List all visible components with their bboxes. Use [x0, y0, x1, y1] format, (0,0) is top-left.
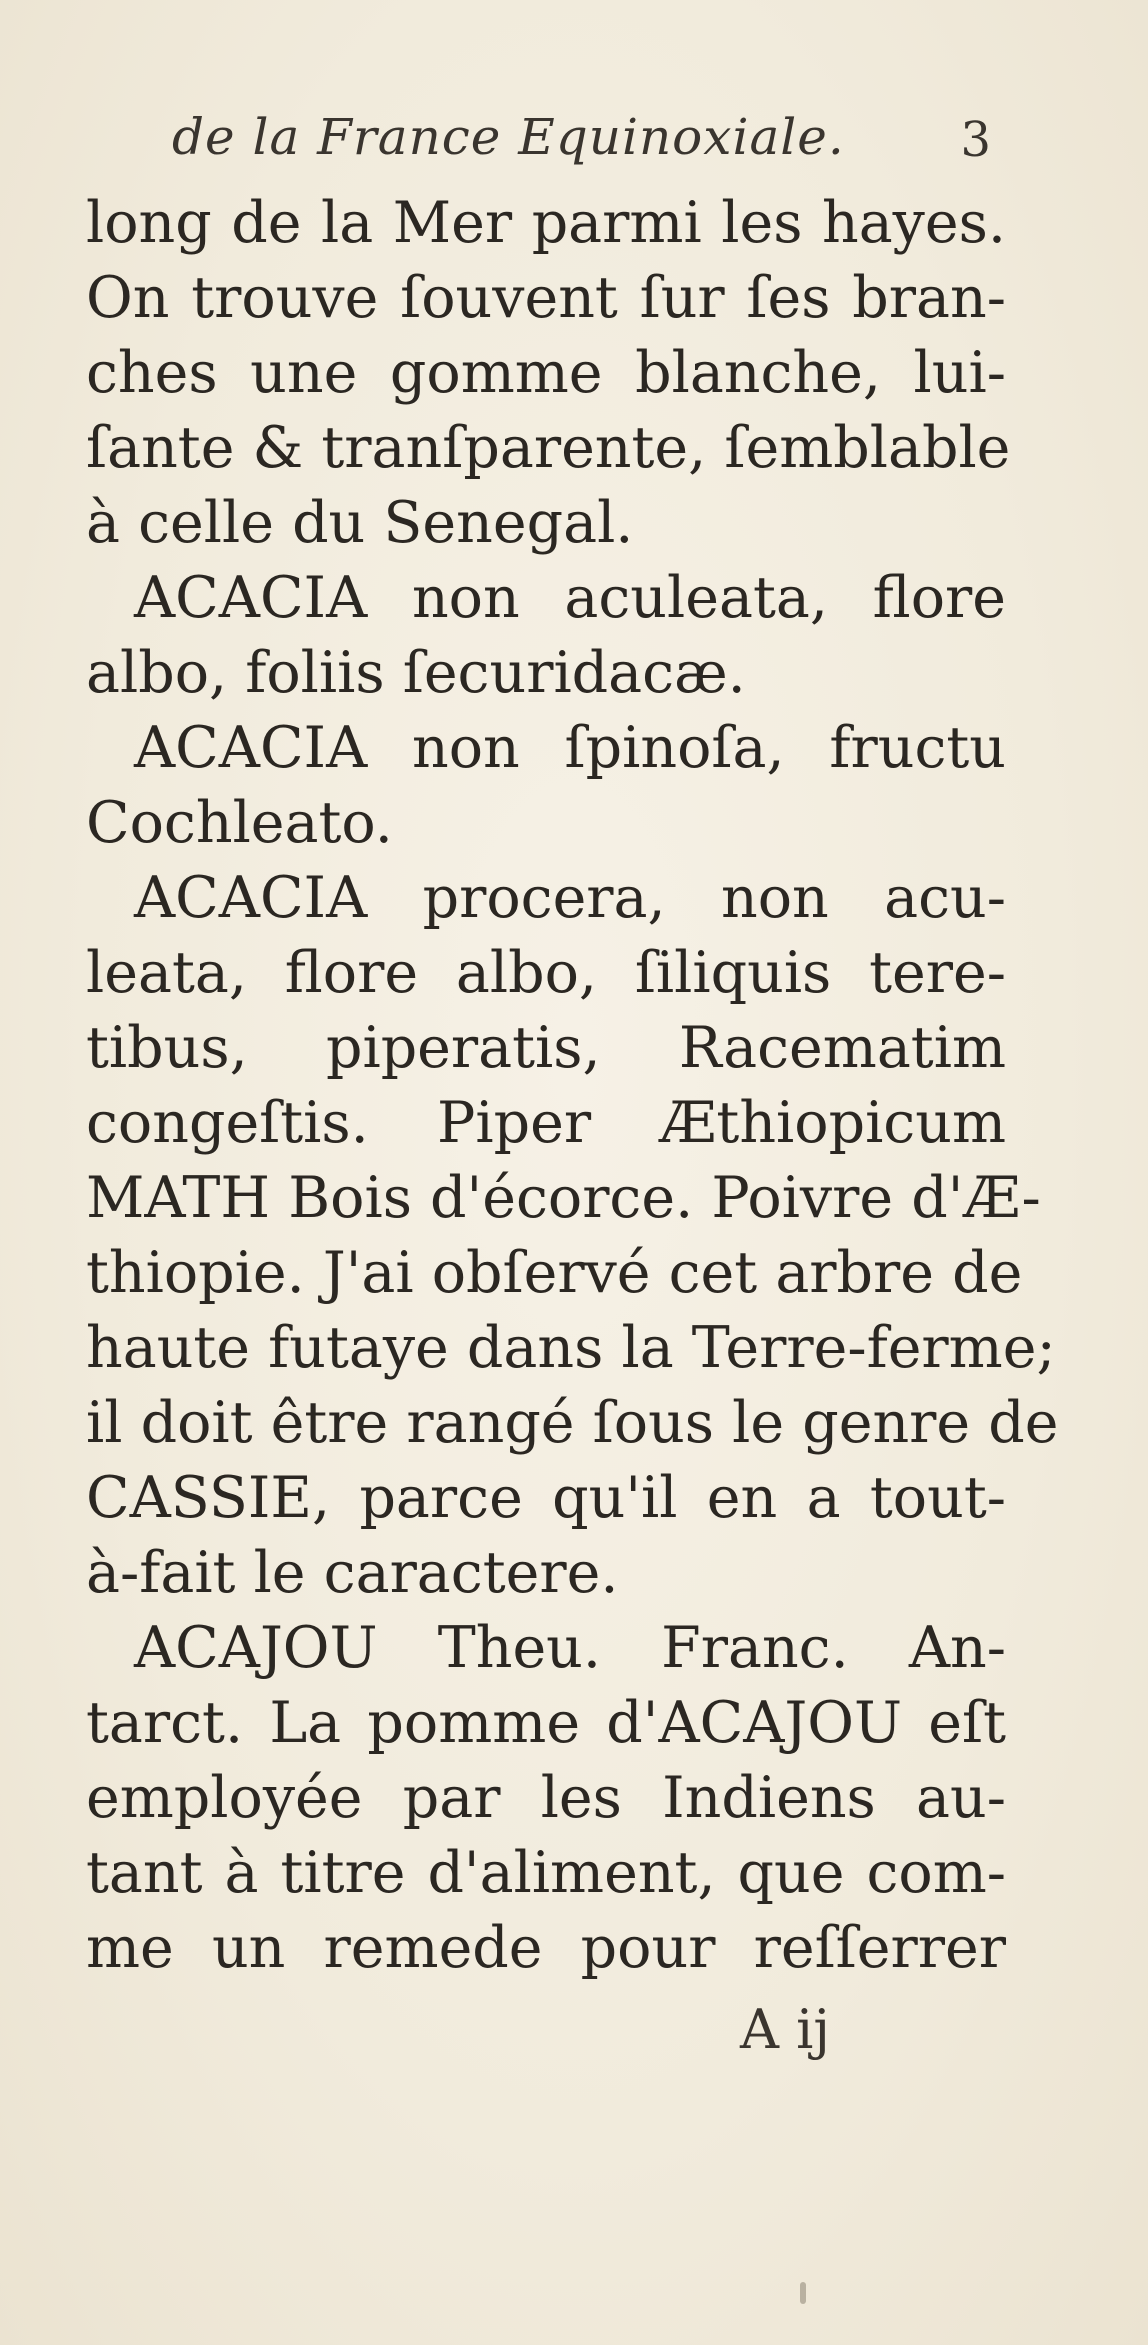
page-number: 3 [960, 112, 992, 168]
catchword: A ij [740, 1998, 831, 2061]
text-line: On trouve ſouvent ſur ſes bran- [86, 265, 1006, 331]
text-line: leata, flore albo, ſiliquis tere- [86, 940, 1006, 1006]
text-line: CASSIE, parce qu'il en a tout- [86, 1465, 1006, 1531]
text-line: ches une gomme blanche, lui- [86, 340, 1006, 406]
text-body [86, 186, 1059, 1986]
text-line: thiopie. J'ai obſervé cet arbre de [86, 1240, 1023, 1306]
text-line: tarct. La pomme d'ACAJOU eſt [86, 1690, 1006, 1756]
text-line: long de la Mer parmi les hayes. [86, 190, 1006, 256]
text-line: ACAJOU Theu. Franc. An- [134, 1615, 1006, 1681]
text-line: il doit être rangé ſous le genre de [86, 1390, 1059, 1456]
text-line: ſante & tranſparente, ſemblable [86, 415, 1011, 481]
running-title: de la France Equinoxiale. [172, 108, 845, 166]
text-line: ACACIA non ſpinoſa, fructu [134, 715, 1006, 781]
text-line: Cochleato. [86, 790, 393, 856]
text-line: ACACIA non aculeata, flore [134, 565, 1006, 631]
text-line: haute futaye dans la Terre-ferme; [86, 1315, 1056, 1381]
text-line: ACACIA procera, non acu- [134, 865, 1006, 931]
text-line: MATH Bois d'écorce. Poivre d'Æ- [86, 1165, 1041, 1231]
text-line: employée par les Indiens au- [86, 1765, 1006, 1831]
text-line: à-fait le caractere. [86, 1540, 619, 1606]
running-head [172, 108, 992, 178]
text-line: congeſtis. Piper Æthiopicum [86, 1090, 1006, 1156]
text-line: à celle du Senegal. [86, 490, 634, 556]
paper-speck [800, 2282, 806, 2304]
text-line: tibus, piperatis, Racematim [86, 1015, 1006, 1081]
text-line: tant à titre d'aliment, que com- [86, 1840, 1006, 1906]
text-line: albo, foliis ſecuridacæ. [86, 640, 746, 706]
text-line: me un remede pour reſſerrer [86, 1915, 1006, 1981]
